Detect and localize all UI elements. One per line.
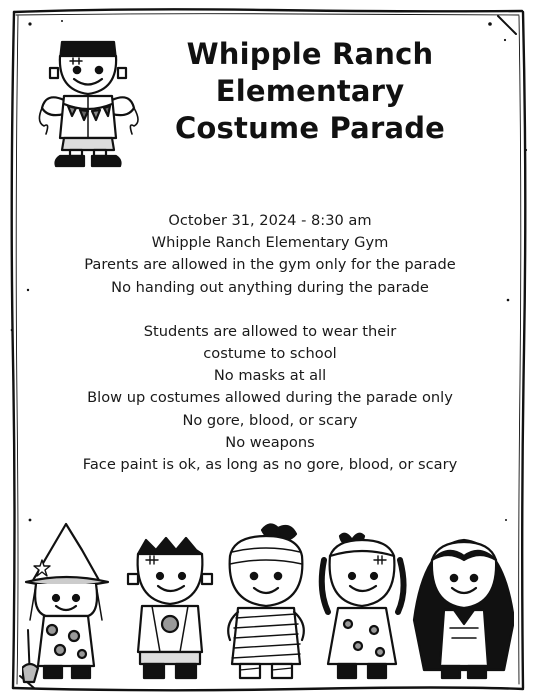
flyer-details <box>40 210 500 476</box>
flyer-title <box>150 36 470 147</box>
frankenstein-kid-icon <box>34 34 144 169</box>
rule-line: No weapons <box>225 433 315 451</box>
rule-line: Blow up costumes allowed during the parade only <box>87 389 453 407</box>
frankenstein-girl-icon <box>322 534 404 678</box>
mummy-girl-icon <box>228 524 304 678</box>
handout-rule: No handing out anything during the parade <box>111 278 429 296</box>
costumed-kids-illustration <box>22 520 514 685</box>
rule-line: No gore, blood, or scary <box>182 411 358 429</box>
rule-line: Face paint is ok, as long as no gore, blood, or scary <box>82 456 458 474</box>
title-line: Costume Parade <box>174 111 446 145</box>
rule-line: Students are allowed to wear their <box>143 322 397 340</box>
rule-line: No masks at all <box>213 367 327 385</box>
vampire-kid-icon <box>414 540 514 678</box>
title-line: Elementary <box>215 74 405 108</box>
witch-kid-icon <box>22 524 108 682</box>
rule-line: costume to school <box>203 345 337 363</box>
section-spacer <box>40 299 500 321</box>
title-line: Whipple Ranch <box>186 37 434 71</box>
event-location: Whipple Ranch Elementary Gym <box>151 234 389 252</box>
frankenstein-boy-icon <box>128 538 212 678</box>
event-date-time: October 31, 2024 - 8:30 am <box>168 212 372 229</box>
parent-rule: Parents are allowed in the gym only for the parade <box>84 256 456 274</box>
